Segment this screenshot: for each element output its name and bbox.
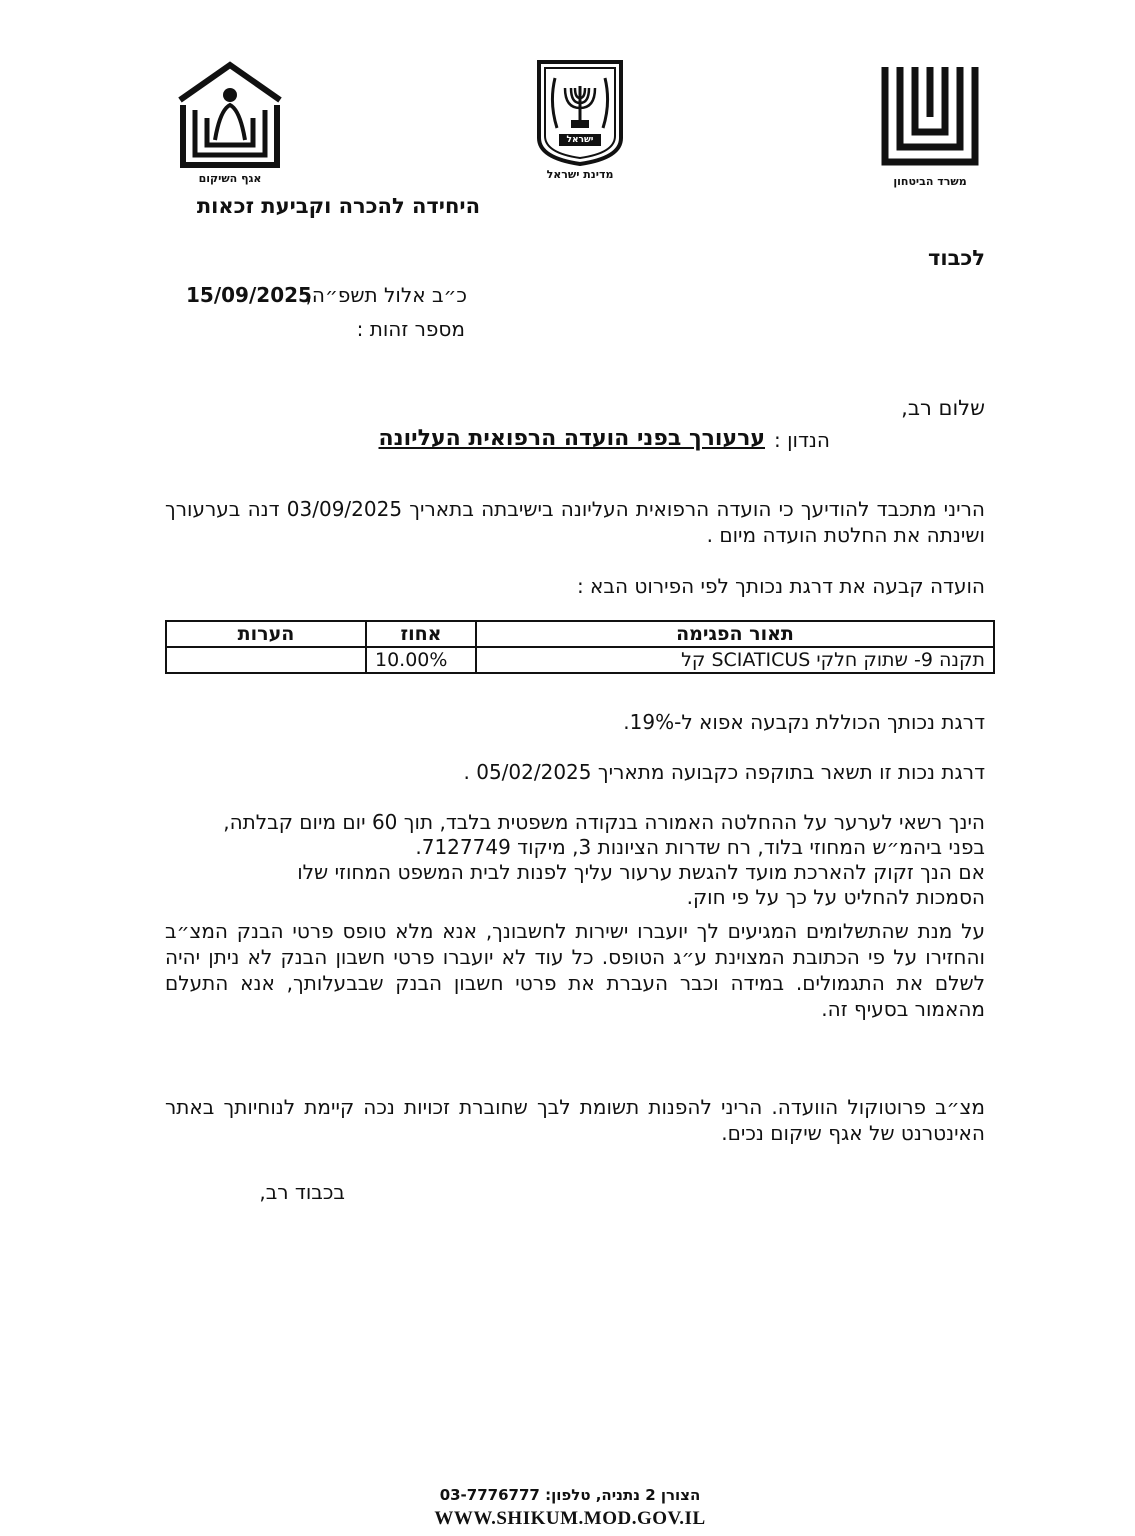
subject-text: ערעורך בפני הועדה הרפואית העליונה	[378, 426, 765, 451]
disability-table	[165, 620, 995, 674]
appeal-line-4: הסמכות להחליט על כך על פי חוק.	[686, 885, 985, 909]
id-number-label: מספר זהות :	[356, 317, 465, 341]
header-percent: אחוז	[366, 621, 476, 647]
greeting: שלום רב,	[901, 396, 985, 420]
addressee: לכבוד	[928, 246, 985, 270]
state-emblem-caption: מדינת ישראל	[546, 168, 614, 181]
bank-details-paragraph: על מנת שהתשלומים המגיעים לך יועברו ישירות לחשבונך, אנא מלא טופס פרטי הבנק המצ״ב והחזירו על פי הכתובת המצוינת ע״ג הטופס. כל עוד לא יועברו פרטי חשבון הבנק לא ניתן יהיה לשלם את התגמולים. במידה וכבר העברת את פרטי חשבון הבנק שבבעלותך, אנא התעלם מהאמור בסעיף זה.	[165, 919, 985, 1021]
footer-website: WWW.SHIKUM.MOD.GOV.IL	[434, 1508, 706, 1529]
rehabilitation-division-logo	[175, 60, 285, 170]
cell-description: תקנה 9- שתוק חלקי SCIATICUS קל	[476, 647, 994, 673]
appeal-line-1: הינך רשאי לערער על ההחלטה האמורה בנקודה משפטית בלבד, תוך 60 יום מיום קבלתה,	[223, 810, 985, 834]
appeal-line-2: בפני ביהמ״ש המחוזי בלוד, רח שדרות הציונות 3, מיקוד 7127749.	[415, 835, 985, 859]
header-description: תאור הפגימה	[476, 621, 994, 647]
date-gregorian: 15/09/2025	[186, 283, 312, 307]
header-notes: הערות	[166, 621, 366, 647]
table-intro: הועדה קבעה את דרגת נכותך לפי הפירוט הבא :	[576, 574, 985, 598]
cell-percent: 10.00%	[366, 647, 476, 673]
protocol-paragraph: מצ״ב פרוטוקול הוועדה. הריני להפנות תשומת לבך שחוברת זכויות נכה קיימת לנוחיותך באתר האינטרנט של אגף שיקום נכים.	[165, 1095, 985, 1145]
cell-notes	[166, 647, 366, 673]
signoff: בכבוד רב,	[259, 1180, 345, 1204]
unit-name: היחידה להכרה וקביעת זכאות	[196, 194, 480, 218]
ministry-of-defense-logo	[880, 62, 980, 167]
subject-label: הנדון :	[774, 428, 830, 452]
ministry-of-defense-caption: משרד הביטחון	[893, 175, 967, 188]
rehabilitation-division-caption: אגף השיקום	[198, 172, 262, 185]
total-disability-line: דרגת נכותך הכוללת נקבעה אפוא ל-19%.	[623, 710, 985, 734]
notification-paragraph: הריני מתכבד להודיעך כי הועדה הרפואית העליונה בישיבתה בתאריך 03/09/2025 דנה בערעורך ושינתה את החלטת הועדה מיום .	[165, 497, 985, 547]
validity-line: דרגת נכות זו תשאר בתוקפה כקבועה מתאריך 05/02/2025 .	[463, 760, 985, 784]
table-row	[166, 647, 994, 673]
appeal-line-3: אם הנך זקוק להארכת מועד להגשת ערעור עליך לפנות לבית המשפט המחוזי שלו	[297, 860, 985, 884]
footer-address: הצורן 2 נתניה, טלפון: 03-7776777	[439, 1486, 701, 1504]
table-header-row	[166, 621, 994, 647]
emblem-text: ישראל	[566, 135, 594, 145]
date-hebrew: כ״ב אלול תשפ״ה,	[305, 283, 467, 307]
state-emblem	[535, 58, 625, 166]
